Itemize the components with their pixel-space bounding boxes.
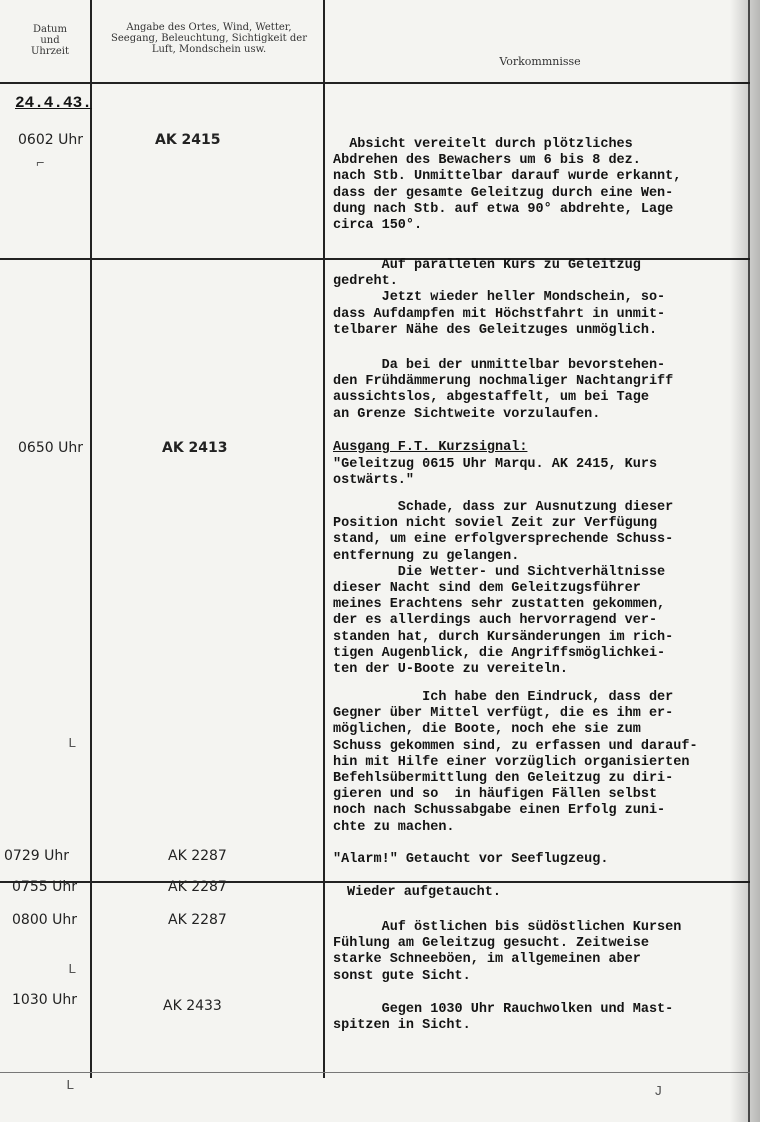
entry-time: 0602 Uhr: [18, 132, 83, 148]
header-col-datum: Datum und Uhrzeit: [30, 24, 70, 57]
entry-position: AK 2415: [155, 132, 221, 148]
signal-text: "Geleitzug 0615 Uhr Marqu. AK 2415, Kurs ostwärts.": [333, 457, 658, 489]
entry-text-part-b: Da bei der unmittelbar bevorstehen- den Frühdämmerung nochmaliger Nachtangriff aussichtslos, abgestaffelt, um bei Tage an Grenze Sichtweite vorzulaufen.: [333, 358, 674, 422]
entry-text: Auf östlichen bis südöstlichen Kursen Fühlung am Geleitzug gesucht. Zeitweise starke Schneeböen, im allgemeinen aber sonst gute Sicht.: [333, 920, 682, 984]
entry-text: Wieder aufgetaucht.: [347, 885, 501, 900]
corner-mark: L: [68, 736, 77, 752]
header-rule: [0, 82, 750, 84]
entry-text-part-a: Auf parallelen Kurs zu Geleitzug gedreht. Jetzt wieder heller Mondschein, so- dass Aufdampfen mit Höchstfahrt in unmit- telbarer Nähe des Geleitzuges unmöglich.: [333, 258, 666, 338]
header-col-ort: Angabe des Ortes, Wind, Wetter, Seegang, Beleuchtung, Sichtigkeit der Luft, Mondschein usw.: [111, 22, 307, 55]
entry-text-part-c: Schade, dass zur Ausnutzung dieser Position nicht soviel Zeit zur Verfügung stand, um eine erfolgversprechende Schuss- entfernung zu gelangen. Die Wetter- und Sichtverhältnisse dieser Nacht sind dem Geleitzugsführer meines Erachtens sehr zustatten gekommen, der es allerdings auch hervorragend ver- standen hat, durch Kursänderungen im rich- tigen Augenblick, die Angriffsmöglichkei- ten der U-Boote zu vereiteln.: [333, 500, 674, 678]
entry-position: AK 2287: [168, 912, 227, 928]
corner-mark: L: [68, 962, 77, 978]
entry-time: 0650 Uhr: [18, 440, 83, 456]
corner-mark: L: [66, 1078, 75, 1094]
footer-rule: [0, 1072, 750, 1073]
signal-heading: Ausgang F.T. Kurzsignal:: [333, 440, 528, 455]
entry-time: 0800 Uhr: [12, 912, 77, 928]
entry-text: Gegen 1030 Uhr Rauchwolken und Mast- spitzen in Sicht.: [333, 1002, 674, 1034]
scan-edge-shadow: [730, 0, 760, 1122]
entry-text-part-d: Ich habe den Eindruck, dass der Gegner über Mittel verfügt, die es ihm er- möglichen, die Boote, noch ehe sie zum Schuss gekommen sind, zu erfassen und darauf- hin mit Hilfe einer vorzüglich organisierten Befehlsübermittlung den Geleitzug zu diri- gieren und so in häufigen Fällen selbst noch nach Schussabgabe einen Erfolg zuni- chte zu machen.: [333, 690, 698, 835]
log-date: 24.4.43.: [15, 94, 92, 112]
entry-position: AK 2433: [163, 998, 222, 1014]
entry-position: AK 2287: [168, 848, 227, 864]
corner-mark: ⌐: [36, 156, 45, 172]
corner-mark: J: [654, 1084, 663, 1100]
entry-time: 0729 Uhr: [4, 848, 69, 864]
entry-position: AK 2413: [162, 440, 228, 456]
row-rule-2: [0, 881, 750, 883]
header-col-vorkommnisse: Vorkommnisse: [499, 55, 581, 68]
entry-time: 1030 Uhr: [12, 992, 77, 1008]
entry-position: AK 2287: [168, 879, 227, 895]
column-rule-2: [323, 0, 325, 1078]
entry-time: 0755 Uhr: [12, 879, 77, 895]
column-rule-1: [90, 0, 92, 1078]
entry-text: Absicht vereitelt durch plötzliches Abdrehen des Bewachers um 6 bis 8 dez. nach Stb. Unmittelbar darauf wurde erkannt, dass der gesamte Geleitzug durch eine Wen- dung nach Stb. auf etwa 90° abdrehte, Lage circa 150°.: [333, 137, 682, 234]
entry-text: "Alarm!" Getaucht vor Seeflugzeug.: [333, 852, 609, 867]
